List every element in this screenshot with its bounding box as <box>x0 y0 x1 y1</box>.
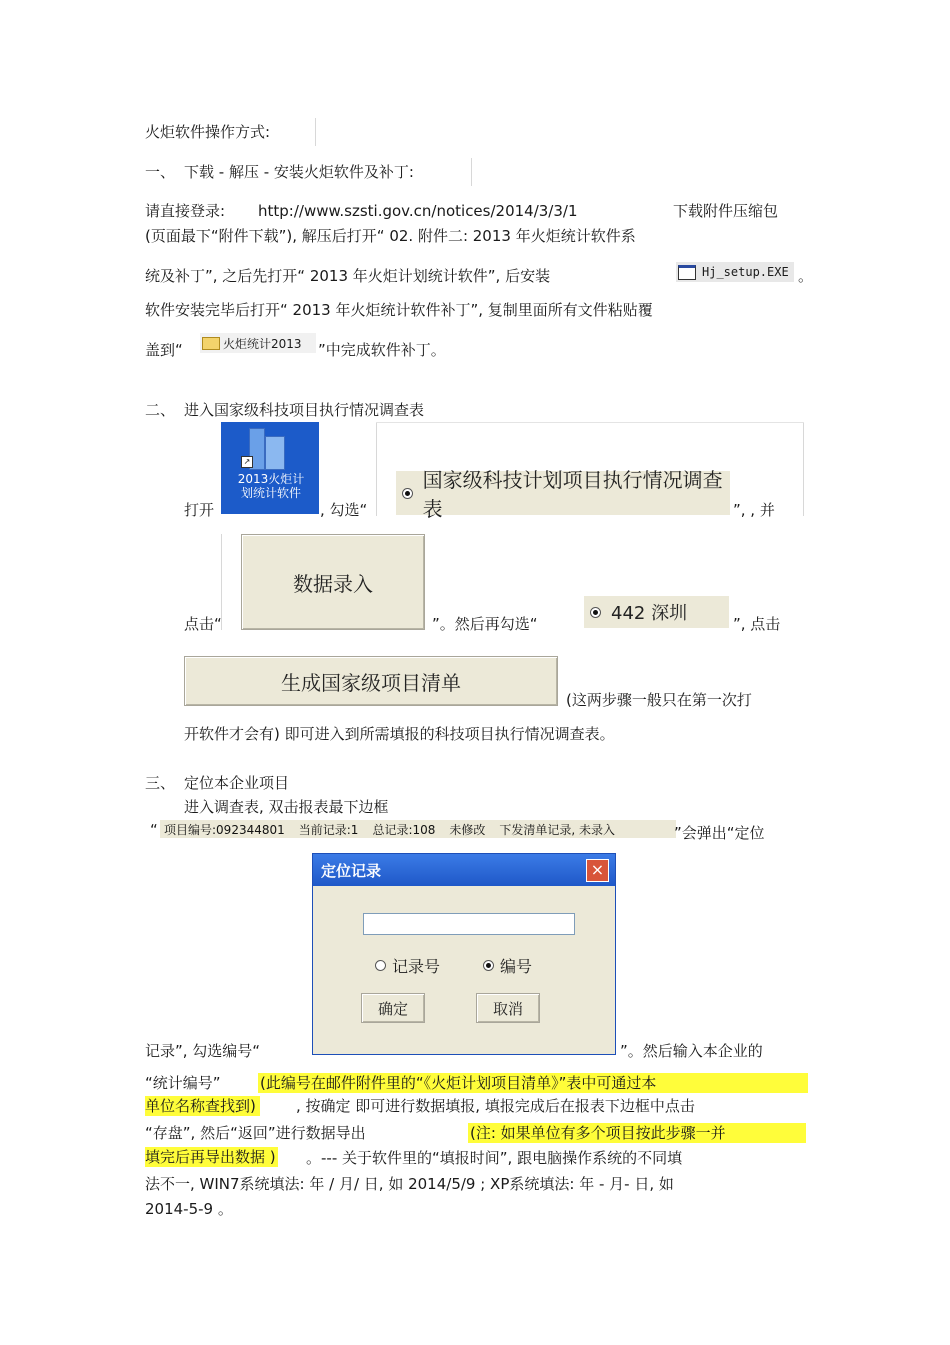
divider <box>376 422 377 516</box>
radio-record-label: 记录号 <box>392 957 441 976</box>
status-item-no: 项目编号:092344801 <box>164 822 285 837</box>
shortcut-arrow-icon: ↗ <box>241 456 253 468</box>
status-dispatch: 下发清单记录, 未录入 <box>499 822 616 837</box>
popup-text: ”会弹出“定位 <box>674 824 765 842</box>
status-current-record: 当前记录:1 <box>298 822 359 837</box>
highlight-note-2a: (注: 如果单位有多个项目按此步骤一并 <box>468 1123 806 1143</box>
region-radio-option[interactable] <box>584 596 729 628</box>
status-modified: 未修改 <box>449 822 486 837</box>
divider <box>376 422 804 423</box>
setup-exe-file <box>676 262 794 282</box>
radio-selected-icon <box>402 488 413 499</box>
divider <box>803 422 804 516</box>
save-line: “存盘”, 然后“返回”进行数据导出 <box>145 1124 366 1142</box>
section1-line3-a: 统及补丁”, 之后先打开“ 2013 年火炬计划统计软件”, 后安装 <box>145 267 551 285</box>
close-icon[interactable]: × <box>586 859 609 882</box>
app-icon-label-line1: 2013火炬计 <box>237 472 305 486</box>
section1-line5-a: 盖到“ <box>145 341 183 359</box>
after-data-entry-text: ”。然后再勾选“ <box>432 615 538 633</box>
note-line1: (这两步骤一般只在第一次打 <box>566 691 752 709</box>
click-label: 点击“ <box>184 615 222 633</box>
document-title: 火炬软件操作方式: <box>145 123 271 141</box>
section1-number: 一、 <box>145 163 176 181</box>
folder-chip <box>200 333 316 353</box>
folder-icon <box>202 337 220 350</box>
check-label: , 勾选“ <box>320 501 368 519</box>
section2-heading: 进入国家级科技项目执行情况调查表 <box>184 401 425 419</box>
date-line-1: 法不一, WIN7系统填法: 年 / 月/ 日, 如 2014/5/9 ; XP系统填法: 年 - 月- 日, 如 <box>145 1175 674 1193</box>
section1-line1-a: 请直接登录: <box>145 202 226 220</box>
building-icon <box>265 436 285 470</box>
note-line2: 开软件才会有) 即可进入到所需填报的科技项目执行情况调查表。 <box>184 725 615 743</box>
section1-line2: (页面最下“附件下载”), 解压后打开“ 02. 附件二: 2013 年火炬统计软件系 <box>145 227 636 245</box>
section1-line4: 软件安装完毕后打开“ 2013 年火炬统计软件补丁”, 复制里面所有文件粘贴覆 <box>145 301 653 319</box>
folder-name: 火炬统计2013 <box>223 336 302 351</box>
cancel-button[interactable] <box>476 993 540 1023</box>
cancel-button-label: 取消 <box>492 999 523 1018</box>
record-text-a: 记录”, 勾选编号“ <box>145 1042 261 1060</box>
section2-number: 二、 <box>145 401 176 419</box>
ok-button[interactable] <box>361 993 425 1023</box>
radio-selected-icon <box>483 960 494 971</box>
region-radio-label: 442 深圳 <box>611 603 688 624</box>
survey-radio-label: 国家级科技计划项目执行情况调查表 <box>422 468 723 521</box>
window-icon <box>678 265 696 280</box>
section1-heading: 下载 - 解压 - 安装火炬软件及补丁: <box>184 163 414 181</box>
section3-heading: 定位本企业项目 <box>184 774 290 792</box>
ok-button-label: 确定 <box>377 999 408 1018</box>
date-line-2: 2014-5-9 。 <box>145 1200 233 1218</box>
section3-line1: 进入调查表, 双击报表最下边框 <box>184 798 389 816</box>
generate-list-button[interactable] <box>184 656 558 706</box>
divider <box>471 158 472 186</box>
stat-no-label: “统计编号” <box>145 1074 221 1092</box>
survey-radio-option[interactable] <box>396 468 730 521</box>
number-input[interactable] <box>363 913 575 935</box>
setup-file-name: Hj_setup.EXE <box>702 265 789 279</box>
after-highlight-1: , 按确定 即可进行数据填报, 填报完成后在报表下边框中点击 <box>296 1097 695 1115</box>
app-icon-label <box>231 472 311 500</box>
status-total-records: 总记录:108 <box>372 822 436 837</box>
section1-line1-b: 下载附件压缩包 <box>673 202 779 220</box>
locate-record-dialog <box>312 853 616 1055</box>
radio-selected-icon <box>590 607 601 618</box>
after-highlight-2: 。--- 关于软件里的“填报时间”, 跟电脑操作系统的不同填 <box>306 1149 683 1167</box>
data-entry-button[interactable] <box>241 534 425 630</box>
dialog-title: 定位记录 <box>321 861 382 880</box>
section1-line3-b: 。 <box>798 267 814 285</box>
radio-unselected-icon <box>375 960 386 971</box>
radio-item-number[interactable] <box>483 954 532 977</box>
divider <box>315 118 316 146</box>
after-survey-text: ”, , 并 <box>733 501 775 519</box>
open-label: 打开 <box>184 501 215 519</box>
after-region-text: ”, 点击 <box>733 615 781 633</box>
quote-open: “ <box>150 821 158 839</box>
radio-number-label: 编号 <box>500 957 533 976</box>
highlight-note-1b: 单位名称查找到) <box>145 1096 260 1116</box>
section3-number: 三、 <box>145 774 176 792</box>
section1-line5-b: ”中完成软件补丁。 <box>318 341 446 359</box>
app-icon-label-line2: 划统计软件 <box>240 486 301 500</box>
dialog-titlebar <box>313 854 615 886</box>
report-status-bar[interactable] <box>160 820 676 838</box>
highlight-note-2b: 填完后再导出数据 ) <box>145 1148 276 1166</box>
data-entry-button-label: 数据录入 <box>293 571 373 596</box>
app-desktop-icon[interactable] <box>221 422 319 514</box>
download-url[interactable]: http://www.szsti.gov.cn/notices/2014/3/3/1 <box>258 202 578 220</box>
record-text-b: ”。然后输入本企业的 <box>620 1042 763 1060</box>
radio-record-number[interactable] <box>375 954 440 977</box>
generate-list-button-label: 生成国家级项目清单 <box>281 670 461 695</box>
highlight-note-1a: (此编号在邮件附件里的“《火炬计划项目清单》”表中可通过本 <box>258 1073 808 1093</box>
